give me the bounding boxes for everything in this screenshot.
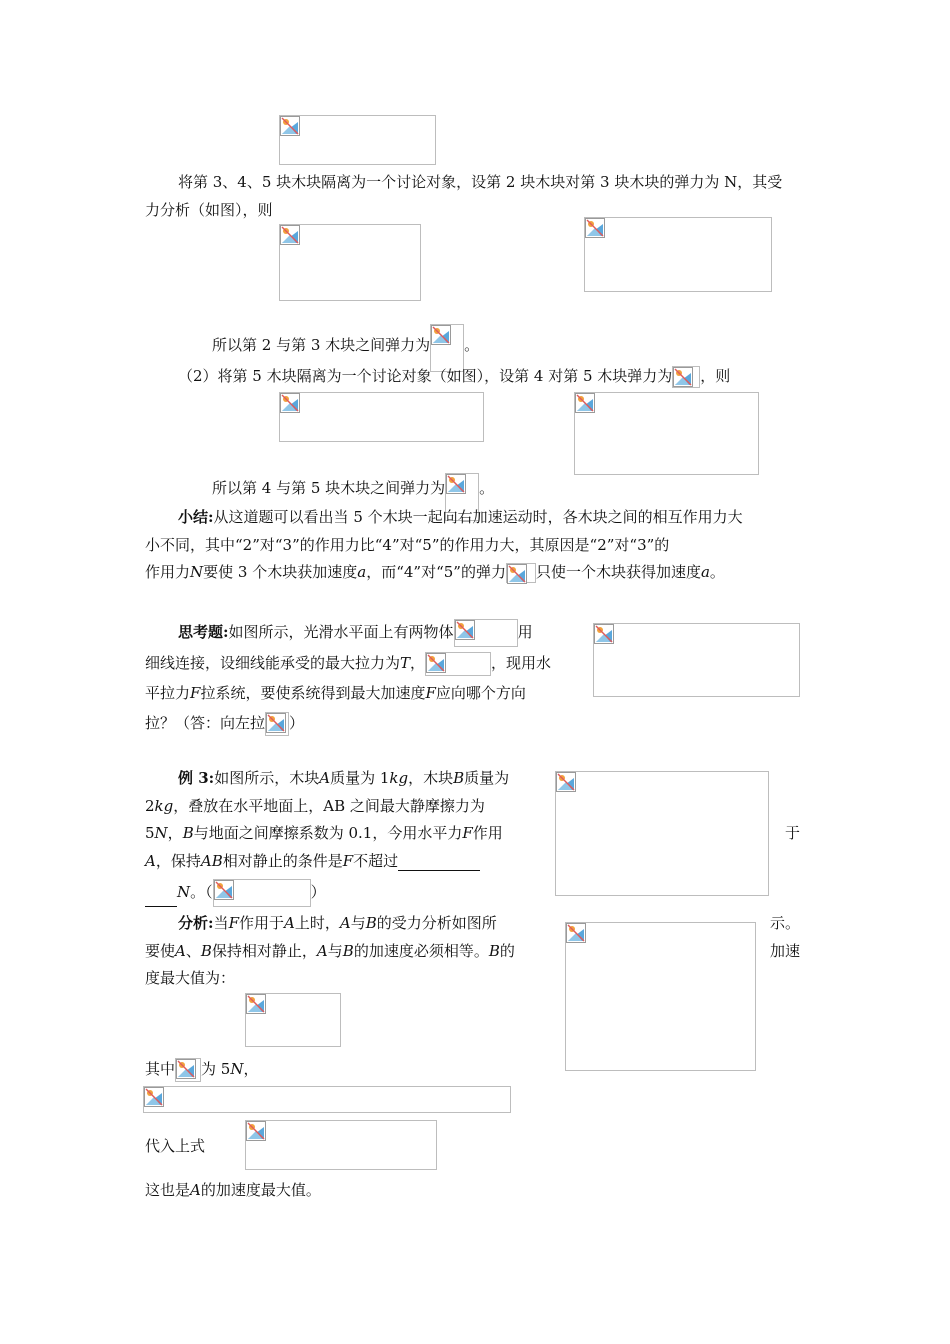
broken-image-icon [455, 620, 475, 640]
text: 细线连接，设细线能承受的最大拉力为 [145, 654, 401, 672]
text: 于 [785, 824, 801, 842]
broken-image-icon [673, 367, 693, 387]
paragraph [212, 322, 479, 370]
text: 如图所示，光滑水平面上有两物体 [228, 623, 454, 641]
formula-image [143, 1086, 511, 1113]
var: N [190, 563, 204, 581]
think-line [145, 652, 551, 676]
analysis-line [145, 1058, 258, 1082]
text: 作用力 [145, 563, 191, 581]
broken-image-icon [246, 1121, 266, 1141]
figure-image [584, 217, 772, 292]
think-line [178, 619, 533, 647]
var: F [462, 824, 473, 842]
text: 。（ [190, 883, 213, 901]
broken-image-icon [426, 653, 446, 673]
text: 5 [145, 824, 155, 842]
broken-image-icon [507, 564, 527, 584]
text: 质量为 [464, 769, 510, 787]
var: B [200, 942, 212, 960]
summary-label: 小结: [178, 508, 214, 526]
text: 要使 3 个木块获加速度 [203, 563, 358, 581]
var: A [319, 769, 331, 787]
var: kg [154, 797, 174, 815]
text: 的 [499, 942, 515, 960]
broken-image-icon [594, 624, 614, 644]
summary-line [145, 562, 725, 583]
text: 。 [709, 563, 725, 581]
example-line [178, 768, 509, 788]
broken-image-icon [280, 393, 300, 413]
formula-image [454, 619, 518, 647]
formula-image [175, 1058, 201, 1082]
analysis-label: 分析: [178, 914, 214, 932]
var: A [284, 914, 295, 932]
think-label: 思考题: [178, 623, 229, 641]
var: A [175, 942, 186, 960]
answer-blank[interactable] [398, 854, 480, 871]
text: 作用 [472, 824, 503, 842]
broken-image-icon [566, 923, 586, 943]
text: 应向哪个方向 [435, 684, 526, 702]
text: 加速 [770, 942, 801, 960]
broken-image-icon [556, 772, 576, 792]
text: ，保持 [155, 852, 201, 870]
analysis-line [145, 1180, 321, 1200]
text: 所以第 2 与第 3 木块之间弹力为 [212, 336, 431, 354]
figure-image [279, 224, 421, 301]
analysis-line [178, 913, 497, 933]
text: ，叠放在水平地面上，AB 之间最大静摩擦力为 [173, 797, 485, 815]
example-line [145, 823, 503, 843]
text: 。 [464, 336, 480, 354]
paragraph: 将第 3、4、5 块木块隔离为一个讨论对象，设第 2 块木块对第 3 块木块的弹力为 N，其受 [178, 173, 783, 191]
var: A [339, 914, 351, 932]
var: a [357, 563, 367, 581]
formula-image [425, 652, 491, 676]
answer-blank[interactable] [145, 890, 177, 907]
formula-image [245, 1120, 437, 1170]
text: 平拉力 [145, 684, 191, 702]
example-line [145, 879, 326, 907]
think-line [145, 712, 304, 736]
text: 要使 [145, 942, 176, 960]
text: 保持相对静止， [211, 942, 317, 960]
broken-image-icon [280, 225, 300, 245]
text: ） [310, 883, 326, 901]
broken-image-icon [246, 994, 266, 1014]
text: 为 5 [201, 1060, 231, 1078]
text: 的加速度必须相等。 [353, 942, 489, 960]
broken-image-icon [214, 880, 234, 900]
figure-image [555, 771, 769, 896]
figure-image [565, 922, 756, 1071]
example-line [145, 796, 485, 816]
text: 。 [479, 479, 495, 497]
var: F [190, 684, 201, 702]
text: 拉系统，要使系统得到最大加速度 [200, 684, 426, 702]
analysis-line: 度最大值为： [145, 969, 236, 987]
text: 相对静止的条件是 [222, 852, 343, 870]
figure-image [593, 623, 800, 697]
text: ，而“4”对“5”的弹力 [366, 563, 506, 581]
paragraph [212, 465, 494, 513]
broken-image-icon [266, 713, 286, 733]
text: ， [410, 654, 426, 672]
var: B [453, 769, 465, 787]
formula-image [672, 366, 700, 388]
text: 作用于 [238, 914, 284, 932]
text: 2 [145, 797, 155, 815]
think-line [145, 683, 526, 703]
text: ，现用水 [491, 654, 552, 672]
text: 从这道题可以看出当 5 个木块一起向右加速运动时，各木块之间的相互作用力大 [213, 508, 743, 526]
text: 示。 [770, 914, 801, 932]
var: B [342, 942, 354, 960]
text: 的受力分析如图所 [376, 914, 497, 932]
text: ，木块 [408, 769, 454, 787]
text: 与 [350, 914, 366, 932]
paragraph [178, 366, 730, 388]
text: 这也是 [145, 1181, 191, 1199]
var: T [400, 654, 411, 672]
broken-image-icon [446, 474, 466, 494]
text: 用 [517, 623, 533, 641]
var: a [700, 563, 710, 581]
broken-image-icon [280, 116, 300, 136]
text: ） [289, 714, 305, 732]
broken-image-icon [144, 1087, 164, 1107]
formula-image [245, 993, 341, 1047]
text: 只使一个木块获得加速度 [535, 563, 701, 581]
var: B [488, 942, 500, 960]
text: 上时， [294, 914, 340, 932]
text: 的加速度最大值。 [200, 1181, 321, 1199]
var: N [177, 883, 191, 901]
formula-image [265, 712, 289, 736]
text: ，则 [700, 367, 731, 385]
text: 、 [185, 942, 201, 960]
paragraph: 力分析（如图），则 [145, 201, 273, 219]
text: 所以第 4 与第 5 块木块之间弹力为 [212, 479, 446, 497]
text: 与 [327, 942, 343, 960]
broken-image-icon [575, 393, 595, 413]
text: ， [243, 1060, 259, 1078]
var: AB [200, 852, 223, 870]
broken-image-icon [585, 218, 605, 238]
text: 当 [213, 914, 229, 932]
var: N [154, 824, 168, 842]
text: 如图所示，木块 [214, 769, 320, 787]
text: 与地面之间摩擦系数为 0.1，今用水平力 [193, 824, 463, 842]
example-label: 例 3: [178, 769, 215, 787]
var: B [182, 824, 194, 842]
var: F [228, 914, 239, 932]
var: F [425, 684, 436, 702]
var: A [316, 942, 328, 960]
formula-image [506, 563, 536, 583]
text: （2）将第 5 木块隔离为一个讨论对象（如图），设第 4 对第 5 木块弹力为 [178, 367, 673, 385]
broken-image-icon [176, 1059, 196, 1079]
formula-image [213, 879, 311, 907]
text: 其中 [145, 1060, 176, 1078]
figure-image [574, 392, 759, 475]
formula-image [430, 324, 464, 372]
summary-line [178, 507, 743, 527]
text: 质量为 1 [330, 769, 390, 787]
var: A [190, 1181, 201, 1199]
var: N [230, 1060, 244, 1078]
var: kg [389, 769, 409, 787]
var: F [342, 852, 354, 870]
figure-image [279, 115, 436, 165]
figure-image [279, 392, 484, 442]
var: B [365, 914, 377, 932]
broken-image-icon [431, 325, 451, 345]
summary-line: 小不同，其中“2”对“3”的作用力比“4”对“5”的作用力大，其原因是“2”对“3”的 [145, 536, 670, 554]
analysis-line: 代入上式 [145, 1137, 206, 1155]
text: ， [167, 824, 183, 842]
var: A [145, 852, 156, 870]
analysis-line [145, 941, 515, 961]
text: 不超过 [353, 852, 399, 870]
example-line [145, 851, 480, 871]
text: 拉？（答：向左拉 [145, 714, 266, 732]
